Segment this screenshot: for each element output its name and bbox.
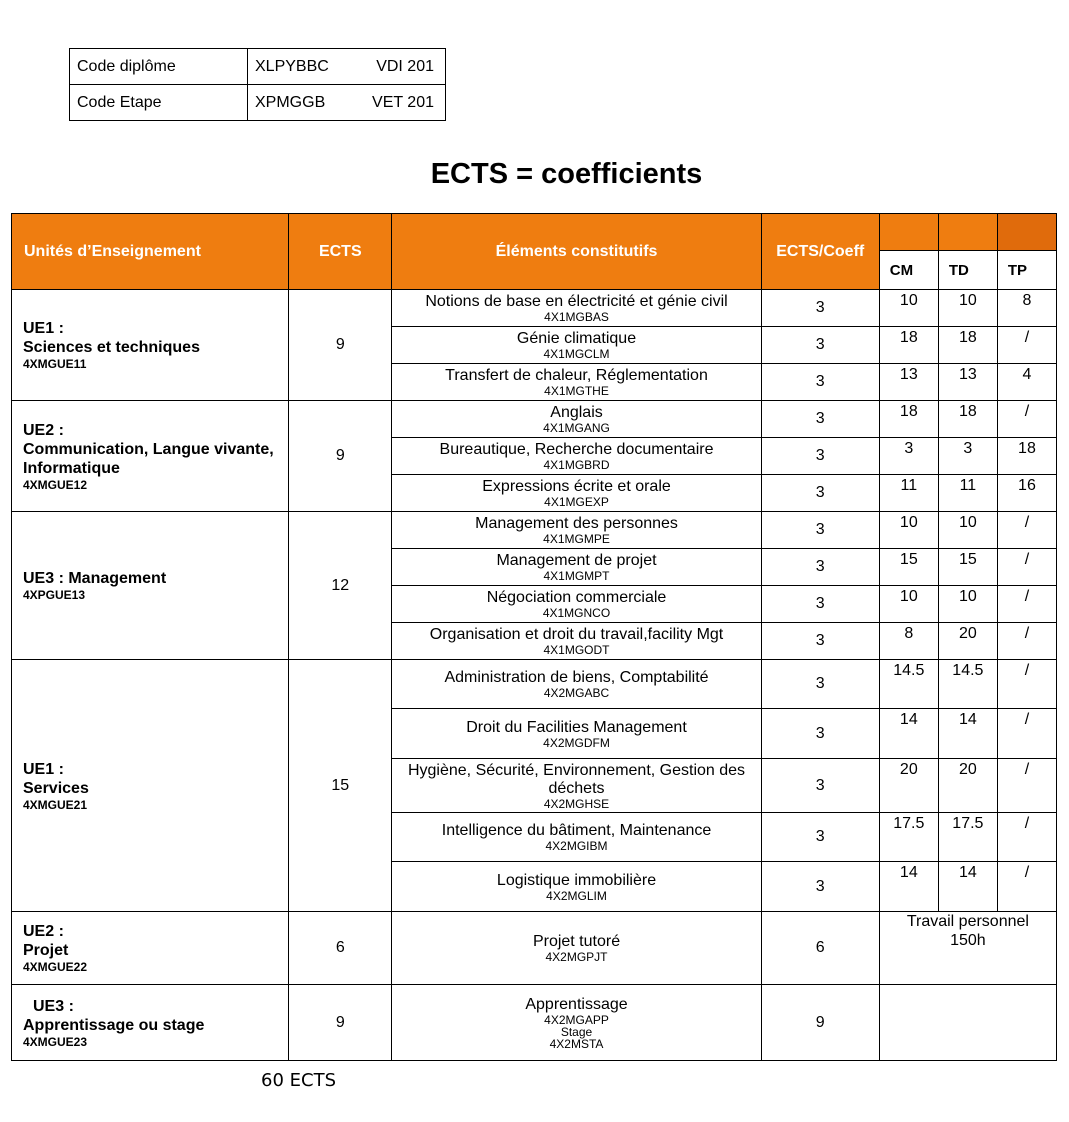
header-cm: CM xyxy=(879,251,938,290)
element-cell xyxy=(392,586,761,623)
ue-title: UE3 : xyxy=(33,997,74,1015)
element-cell xyxy=(392,475,761,512)
element-cell xyxy=(392,985,761,1061)
element-name: Droit du Facilities Management xyxy=(466,718,687,736)
element-coeff: 3 xyxy=(761,549,879,586)
header-tp-band xyxy=(997,214,1056,251)
element-cell xyxy=(392,327,761,364)
element-code: 4X2MGPJT xyxy=(545,950,608,964)
hours-td: 20 xyxy=(938,759,997,813)
element-name: Génie climatique xyxy=(516,330,637,347)
ue-code: 4XMGUE21 xyxy=(23,797,88,812)
hours-cm: 13 xyxy=(879,364,938,401)
code-value xyxy=(248,85,446,121)
element-name-2: Stage xyxy=(560,1024,593,1039)
hours-tp: / xyxy=(997,709,1056,759)
hours-td: 18 xyxy=(938,401,997,438)
ue-ects: 6 xyxy=(289,912,392,985)
ue-ects: 9 xyxy=(289,290,392,401)
element-name: Intelligence du bâtiment, Maintenance xyxy=(441,822,712,839)
code-id: XLPYBBC xyxy=(255,57,329,75)
hours-cm: 17.5 xyxy=(879,813,938,862)
hours-tp: / xyxy=(997,623,1056,660)
element-name: Management de projet xyxy=(496,552,657,569)
element-name: Logistique immobilière xyxy=(496,871,657,889)
element-coeff: 3 xyxy=(761,813,879,862)
page-title: ECTS = coefficients xyxy=(430,158,703,190)
code-row xyxy=(70,49,446,85)
ue-ects: 15 xyxy=(289,660,392,912)
hours-cm: 3 xyxy=(879,438,938,475)
hours-td: 10 xyxy=(938,586,997,623)
element-name: Notions de base en électricité et génie civil xyxy=(425,293,728,310)
ue-name: Sciences et techniques xyxy=(23,339,200,356)
element-code: 4X2MGAPP xyxy=(544,1012,609,1027)
element-code: 4X2MGDFM xyxy=(543,735,610,750)
code-id: XPMGGB xyxy=(255,93,326,111)
element-code: 4X1MGANG xyxy=(543,421,610,435)
hours-cm: 10 xyxy=(879,290,938,327)
hours-cm: 15 xyxy=(879,549,938,586)
element-coeff: 9 xyxy=(761,985,879,1061)
code-row xyxy=(70,85,446,121)
element-cell xyxy=(392,912,761,985)
element-coeff: 3 xyxy=(761,475,879,512)
element-code: 4X1MGBAS xyxy=(544,310,609,324)
hours-tp: / xyxy=(997,512,1056,549)
header-cm-band xyxy=(879,214,938,251)
hours-tp: 8 xyxy=(997,290,1056,327)
hours-td: 14.5 xyxy=(938,660,997,709)
ue-title: UE2 : xyxy=(23,923,64,940)
hours-td: 20 xyxy=(938,623,997,660)
hours-cm: 18 xyxy=(879,401,938,438)
element-coeff: 6 xyxy=(761,912,879,985)
hours-cm: 10 xyxy=(879,512,938,549)
element-code-2: 4X2MSTA xyxy=(549,1036,604,1051)
header-elements: Éléments constitutifs xyxy=(392,214,761,290)
ue-name: Communication, Langue vivante, Informatique xyxy=(23,440,274,477)
ue-name: Projet xyxy=(23,942,69,959)
element-name: Anglais xyxy=(550,404,603,421)
element-coeff: 3 xyxy=(761,401,879,438)
code-table xyxy=(69,48,446,121)
empty-hours xyxy=(879,985,1056,1061)
ue-title: UE3 : Management xyxy=(23,570,167,587)
ue-title: UE1 : xyxy=(23,320,64,337)
hours-cm: 11 xyxy=(879,475,938,512)
element-code: 4X1MGEXP xyxy=(544,495,609,509)
element-code: 4X1MGMPE xyxy=(543,532,610,546)
hours-td: 11 xyxy=(938,475,997,512)
personal-work-text: Travail personnel 150h xyxy=(906,913,1029,949)
element-code: 4X2MGABC xyxy=(543,686,610,700)
element-name: Bureautique, Recherche documentaire xyxy=(439,441,714,458)
element-cell xyxy=(392,623,761,660)
element-cell xyxy=(392,549,761,586)
element-code: 4X2MGLIM xyxy=(546,888,607,903)
ects-table xyxy=(11,213,1057,1061)
element-coeff: 3 xyxy=(761,327,879,364)
header-ue: Unités d’Enseignement xyxy=(12,214,289,290)
element-cell xyxy=(392,290,761,327)
element-coeff: 3 xyxy=(761,586,879,623)
hours-td: 17.5 xyxy=(938,813,997,862)
hours-cm: 14.5 xyxy=(879,660,938,709)
hours-td: 15 xyxy=(938,549,997,586)
element-code: 4X1MGTHE xyxy=(544,384,609,398)
hours-td: 14 xyxy=(938,709,997,759)
ue-title: UE2 : xyxy=(23,421,64,439)
hours-tp: / xyxy=(997,759,1056,813)
ue-ects: 12 xyxy=(289,512,392,660)
total-ects: 60 ECTS xyxy=(261,1070,336,1091)
ue-cell xyxy=(12,985,289,1061)
hours-tp: / xyxy=(997,862,1056,912)
element-code: 4X1MGODT xyxy=(543,643,610,657)
header-td: TD xyxy=(938,251,997,290)
hours-td: 10 xyxy=(938,512,997,549)
ue-code: 4XMGUE12 xyxy=(23,477,88,492)
code-version: VDI 201 xyxy=(376,57,434,75)
element-name: Expressions écrite et orale xyxy=(482,478,671,495)
element-cell xyxy=(392,401,761,438)
ue-ects: 9 xyxy=(289,985,392,1061)
header-tp: TP xyxy=(997,251,1056,290)
code-value xyxy=(248,49,446,85)
hours-tp: 18 xyxy=(997,438,1056,475)
hours-tp: / xyxy=(997,549,1056,586)
element-coeff: 3 xyxy=(761,290,879,327)
ue-cell xyxy=(12,512,289,660)
element-coeff: 3 xyxy=(761,512,879,549)
hours-cm: 8 xyxy=(879,623,938,660)
element-name: Organisation et droit du travail,facility Mgt xyxy=(429,626,724,643)
hours-td: 10 xyxy=(938,290,997,327)
code-label: Code diplôme xyxy=(70,49,248,85)
hours-tp: / xyxy=(997,327,1056,364)
hours-tp: / xyxy=(997,660,1056,709)
table-row xyxy=(12,985,1057,1061)
element-code: 4X1MGCLM xyxy=(543,347,610,361)
element-coeff: 3 xyxy=(761,709,879,759)
element-code: 4X1MGMPT xyxy=(543,569,610,583)
element-coeff: 3 xyxy=(761,862,879,912)
hours-cm: 20 xyxy=(879,759,938,813)
element-name: Transfert de chaleur, Réglementation xyxy=(445,367,708,384)
hours-td: 18 xyxy=(938,327,997,364)
ue-cell xyxy=(12,912,289,985)
header-row xyxy=(12,214,1057,251)
hours-cm: 10 xyxy=(879,586,938,623)
element-cell xyxy=(392,862,761,912)
element-code: 4X1MGNCO xyxy=(542,606,611,620)
code-label: Code Etape xyxy=(70,85,248,121)
hours-td: 14 xyxy=(938,862,997,912)
table-row xyxy=(12,290,1057,327)
ue-ects: 9 xyxy=(289,401,392,512)
element-name: Hygiène, Sécurité, Environnement, Gestion des déchets xyxy=(407,761,746,797)
element-cell xyxy=(392,813,761,862)
element-name: Management des personnes xyxy=(475,515,678,532)
element-coeff: 3 xyxy=(761,759,879,813)
element-cell xyxy=(392,759,761,813)
code-version: VET 201 xyxy=(372,93,434,111)
personal-work xyxy=(879,912,1056,985)
ue-code: 4XMGUE23 xyxy=(23,1034,88,1049)
element-name: Administration de biens, Comptabilité xyxy=(444,669,709,686)
element-cell xyxy=(392,660,761,709)
ue-name: Services xyxy=(23,779,89,797)
header-td-band xyxy=(938,214,997,251)
hours-tp: / xyxy=(997,586,1056,623)
ue-title: UE1 : xyxy=(23,760,64,778)
header-coeff: ECTS/Coeff xyxy=(761,214,879,290)
element-name: Négociation commerciale xyxy=(486,589,667,606)
element-cell xyxy=(392,438,761,475)
element-name: Apprentissage xyxy=(525,995,628,1013)
ue-code: 4XMGUE11 xyxy=(23,357,87,371)
hours-cm: 14 xyxy=(879,709,938,759)
element-code: 4X2MGHSE xyxy=(543,796,610,811)
hours-tp: / xyxy=(997,813,1056,862)
ue-code: 4XPGUE13 xyxy=(23,588,86,602)
ue-code: 4XMGUE22 xyxy=(23,960,88,974)
hours-tp: 4 xyxy=(997,364,1056,401)
element-cell xyxy=(392,364,761,401)
element-coeff: 3 xyxy=(761,364,879,401)
ue-cell xyxy=(12,290,289,401)
hours-cm: 18 xyxy=(879,327,938,364)
hours-cm: 14 xyxy=(879,862,938,912)
element-coeff: 3 xyxy=(761,623,879,660)
table-body xyxy=(12,290,1057,1061)
element-coeff: 3 xyxy=(761,438,879,475)
ue-cell xyxy=(12,401,289,512)
element-cell xyxy=(392,709,761,759)
table-row xyxy=(12,512,1057,549)
element-coeff: 3 xyxy=(761,660,879,709)
ue-name: Apprentissage ou stage xyxy=(23,1016,205,1034)
hours-td: 3 xyxy=(938,438,997,475)
hours-tp: / xyxy=(997,401,1056,438)
element-code: 4X2MGIBM xyxy=(545,839,608,853)
element-cell xyxy=(392,512,761,549)
element-code: 4X1MGBRD xyxy=(543,458,610,472)
header-ects: ECTS xyxy=(289,214,392,290)
element-name: Projet tutoré xyxy=(532,933,621,950)
table-row xyxy=(12,660,1057,709)
ue-cell xyxy=(12,660,289,912)
table-row xyxy=(12,401,1057,438)
hours-tp: 16 xyxy=(997,475,1056,512)
hours-td: 13 xyxy=(938,364,997,401)
table-row xyxy=(12,912,1057,985)
